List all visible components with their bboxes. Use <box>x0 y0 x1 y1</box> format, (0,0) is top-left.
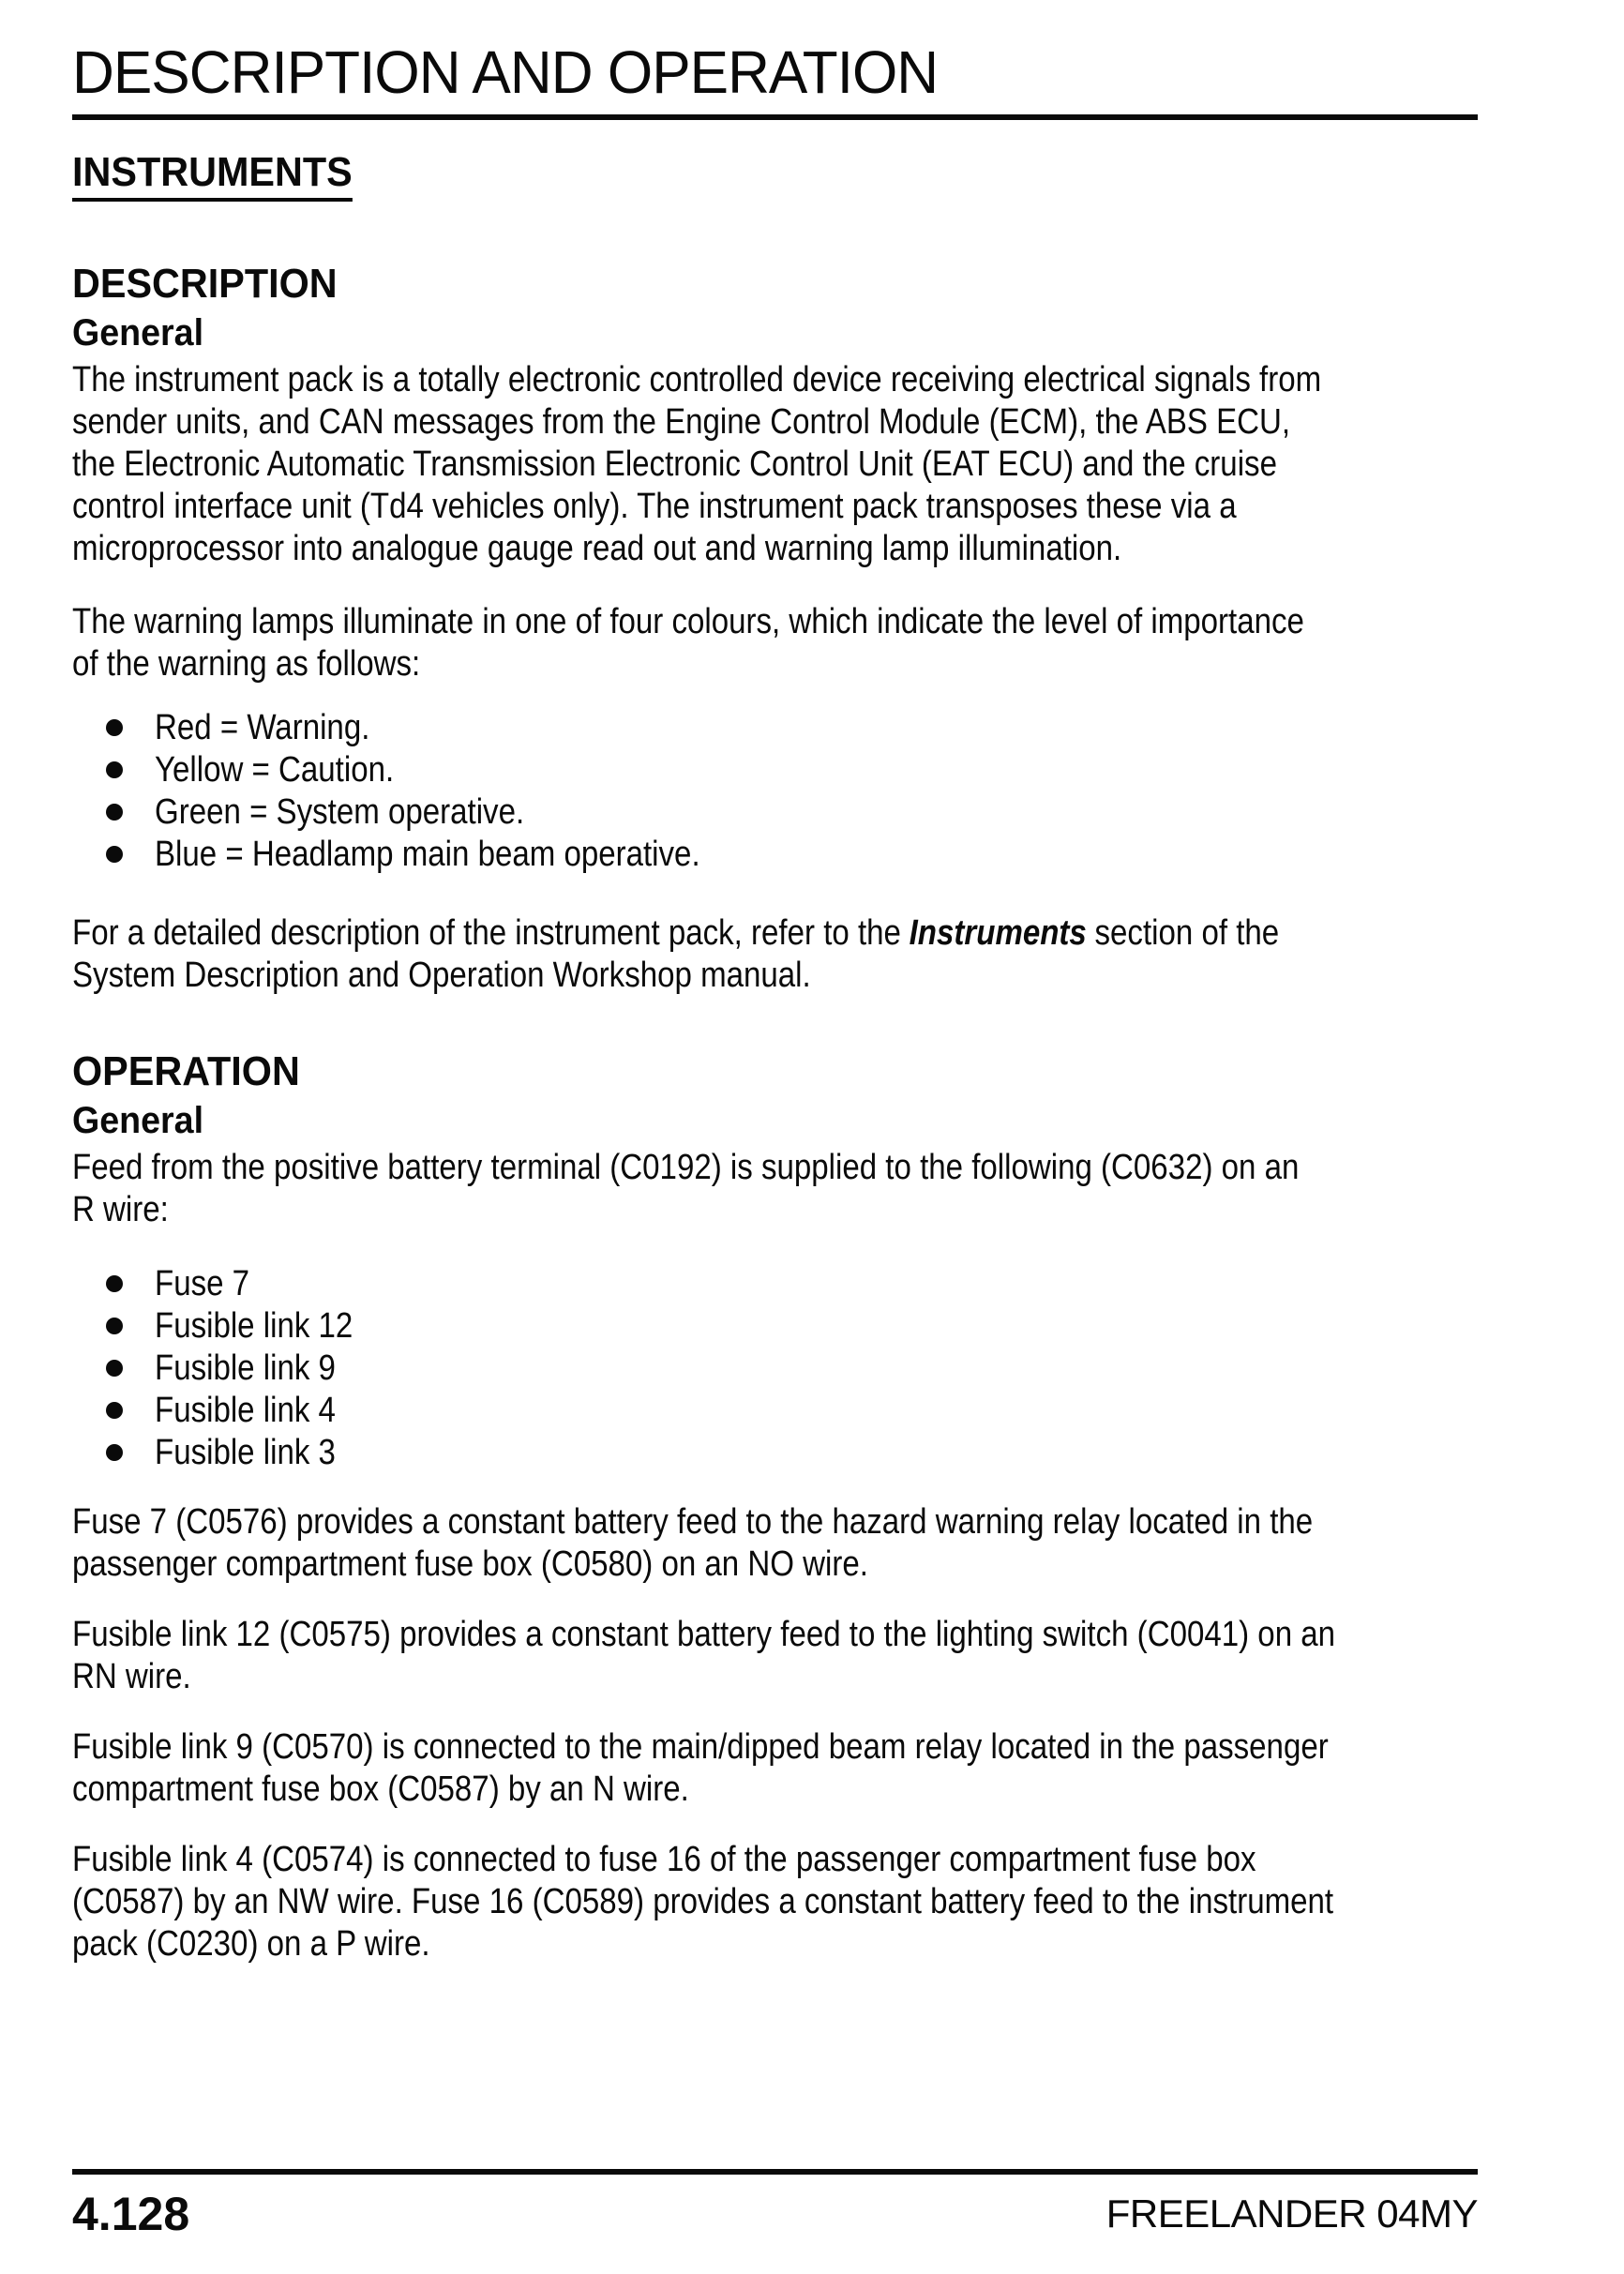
footer-page-number: 4.128 <box>72 2188 190 2240</box>
bullet-icon <box>106 1318 123 1334</box>
emphasized-text: Instruments <box>909 913 1087 953</box>
warning-colour-list <box>72 707 1478 876</box>
list-item <box>72 1432 1478 1474</box>
bullet-icon <box>106 804 123 821</box>
section-heading-instruments <box>72 148 1478 202</box>
list-item <box>72 1390 1478 1432</box>
footer-row <box>72 2188 1478 2240</box>
paragraph-fusible-link-4 <box>72 1839 1478 1965</box>
text-segment: For a detailed description of the instrument pack, refer to the <box>72 913 901 953</box>
bullet-icon <box>106 1402 123 1419</box>
list-item-label: Yellow = Caution. <box>155 750 395 790</box>
footer-divider <box>72 2169 1478 2175</box>
bullet-icon <box>106 719 123 736</box>
text-line <box>72 955 1295 997</box>
heading-operation <box>72 1047 1478 1096</box>
page-title <box>72 39 1478 105</box>
text-line: Fusible link 9 (C0570) is connected to the main/dipped beam relay located in the passenger <box>72 1727 1329 1767</box>
page-title-text: DESCRIPTION AND OPERATION <box>72 38 939 106</box>
list-item-label: Fusible link 9 <box>155 1348 336 1388</box>
section-heading-text: INSTRUMENTS <box>72 148 353 202</box>
list-item-label: Green = System operative. <box>155 792 525 832</box>
bullet-icon <box>106 761 123 778</box>
text-line <box>72 912 1295 955</box>
paragraph-refer-instruments <box>72 912 1478 997</box>
paragraph-instrument-pack <box>72 359 1478 570</box>
text-line: pack (C0230) on a P wire. <box>72 1924 430 1964</box>
text-line: of the warning as follows: <box>72 644 421 684</box>
list-item <box>72 1348 1478 1390</box>
subheading-general-1-text: General <box>72 312 204 354</box>
text-line: (C0587) by an NW wire. Fuse 16 (C0589) provides a constant battery feed to the instrument <box>72 1882 1334 1921</box>
footer-model-name: FREELANDER 04MY <box>1105 2191 1478 2236</box>
paragraph-warning-lamps <box>72 601 1478 685</box>
page-footer <box>72 2169 1478 2240</box>
fuse-list <box>72 1263 1478 1474</box>
bullet-icon <box>106 846 123 863</box>
text-line: The instrument pack is a totally electronic controlled device receiving electrical signals from <box>72 360 1322 399</box>
text-line: sender units, and CAN messages from the Engine Control Module (ECM), the ABS ECU, <box>72 402 1291 442</box>
text-line: control interface unit (Td4 vehicles only). The instrument pack transposes these via a <box>72 487 1237 526</box>
list-item-label: Fusible link 12 <box>155 1306 353 1346</box>
list-item <box>72 791 1478 834</box>
paragraph-fuse-7 <box>72 1501 1478 1586</box>
subheading-general-2-text: General <box>72 1100 204 1141</box>
text-line: microprocessor into analogue gauge read out and warning lamp illumination. <box>72 529 1122 568</box>
title-divider <box>72 114 1478 120</box>
bullet-icon <box>106 1275 123 1292</box>
list-item <box>72 1263 1478 1305</box>
subheading-general-1 <box>72 310 1478 355</box>
text-line: passenger compartment fuse box (C0580) on an NO wire. <box>72 1544 868 1584</box>
paragraph-fusible-link-12 <box>72 1614 1478 1698</box>
page-content <box>0 39 1624 1965</box>
text-line: R wire: <box>72 1190 169 1229</box>
heading-description <box>72 260 1478 309</box>
text-line: compartment fuse box (C0587) by an N wire. <box>72 1770 689 1809</box>
list-item-label: Fusible link 4 <box>155 1391 336 1430</box>
list-item <box>72 749 1478 791</box>
subheading-general-2 <box>72 1098 1478 1143</box>
bullet-icon <box>106 1360 123 1377</box>
heading-operation-text: OPERATION <box>72 1048 300 1094</box>
list-item <box>72 707 1478 749</box>
list-item-label: Fusible link 3 <box>155 1433 336 1472</box>
bullet-icon <box>106 1444 123 1461</box>
list-item <box>72 834 1478 876</box>
text-line: Fuse 7 (C0576) provides a constant battery feed to the hazard warning relay located in the <box>72 1502 1314 1542</box>
text-line: The warning lamps illuminate in one of four colours, which indicate the level of importance <box>72 602 1304 641</box>
list-item-label: Fuse 7 <box>155 1264 250 1303</box>
text-segment: System Description and Operation Workshop manual. <box>72 956 811 995</box>
paragraph-battery-feed <box>72 1147 1478 1231</box>
text-line: RN wire. <box>72 1657 191 1696</box>
text-segment: section of the <box>1094 913 1280 953</box>
text-line: Fusible link 4 (C0574) is connected to fuse 16 of the passenger compartment fuse box <box>72 1840 1256 1879</box>
text-line: Fusible link 12 (C0575) provides a constant battery feed to the lighting switch (C0041) on an <box>72 1615 1336 1654</box>
list-item-label: Red = Warning. <box>155 708 370 747</box>
heading-description-text: DESCRIPTION <box>72 261 338 307</box>
list-item-label: Blue = Headlamp main beam operative. <box>155 835 700 874</box>
text-line: the Electronic Automatic Transmission Electronic Control Unit (EAT ECU) and the cruise <box>72 444 1277 484</box>
paragraph-fusible-link-9 <box>72 1726 1478 1811</box>
list-item <box>72 1305 1478 1348</box>
text-line: Feed from the positive battery terminal (C0192) is supplied to the following (C0632) on an <box>72 1148 1300 1187</box>
